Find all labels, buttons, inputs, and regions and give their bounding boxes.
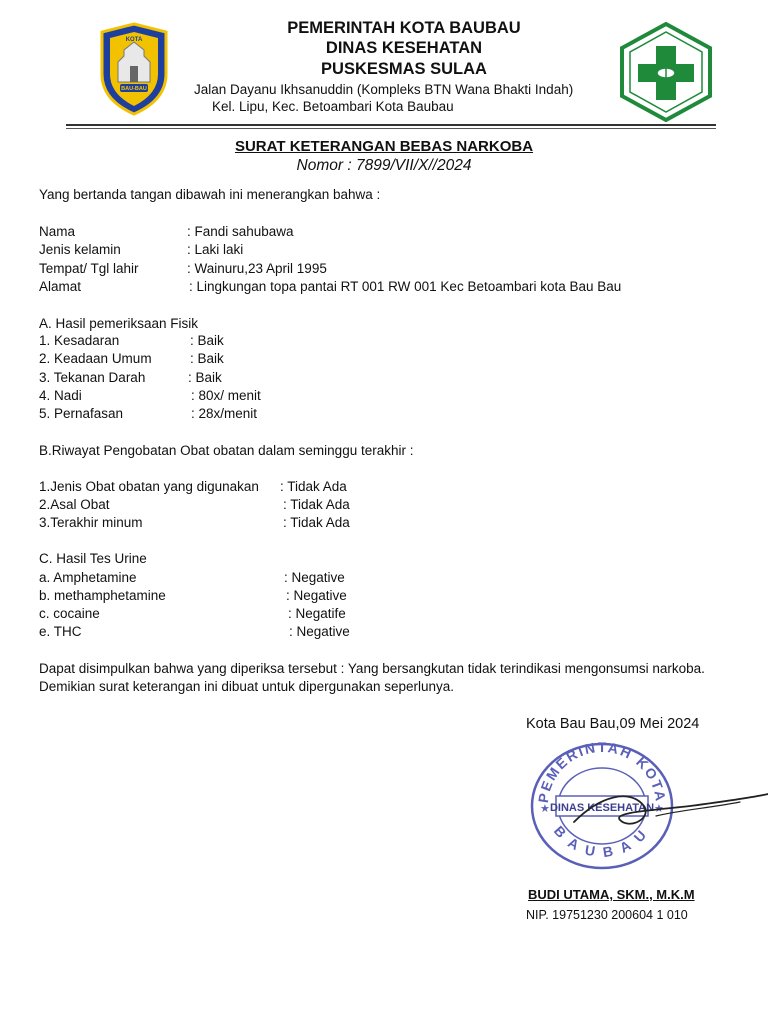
signer-nip: NIP. 19751230 200604 1 010 [526, 908, 688, 922]
section-c-label: e. THC [39, 624, 82, 639]
section-b-heading: B.Riwayat Pengobatan Obat obatan dalam seminggu terakhir : [39, 443, 414, 458]
stamp-top-text: PEMERINTAH KOTA [534, 740, 670, 804]
section-a-label: 4. Nadi [39, 388, 82, 403]
identity-label: Tempat/ Tgl lahir [39, 261, 139, 276]
closing-text: Demikian surat keterangan ini dibuat untuk dipergunakan seperlunya. [39, 679, 455, 694]
header-address-line1: Jalan Dayanu Ikhsanuddin (Kompleks BTN Wana Bhakti Indah) [194, 82, 574, 97]
section-c-value: : Negatife [288, 606, 346, 621]
header-department: DINAS KESEHATAN [325, 39, 483, 57]
identity-label: Jenis kelamin [39, 242, 121, 257]
svg-text:★: ★ [540, 802, 550, 815]
section-b-value: : Tidak Ada [283, 515, 350, 530]
section-a-label: 3. Tekanan Darah [39, 370, 146, 385]
identity-value: : Laki laki [187, 242, 244, 257]
section-a-value: : 80x/ menit [191, 388, 261, 403]
logo-top-text: KOTA [125, 37, 143, 43]
section-c-value: : Negative [286, 588, 347, 603]
handwritten-signature [560, 776, 768, 846]
identity-value: : Wainuru,23 April 1995 [187, 261, 327, 276]
section-b-label: 1.Jenis Obat obatan yang digunakan [39, 479, 259, 494]
header-divider-thin [66, 128, 716, 129]
section-c-value: : Negative [289, 624, 350, 639]
header-address-line2: Kel. Lipu, Kec. Betoambari Kota Baubau [212, 99, 454, 114]
section-b-value: : Tidak Ada [283, 497, 350, 512]
svg-text:★: ★ [654, 802, 664, 815]
identity-label: Alamat [39, 279, 82, 294]
section-c-label: a. Amphetamine [39, 570, 137, 585]
section-c-heading: C. Hasil Tes Urine [39, 551, 147, 566]
identity-label: Nama [39, 224, 76, 239]
section-a-value: : 28x/menit [191, 406, 258, 421]
conclusion-text: Dapat disimpulkan bahwa yang diperiksa tersebut : Yang bersangkutan tidak terindikasi mengonsumsi narkoba. [39, 661, 705, 676]
header-facility: PUSKESMAS SULAA [321, 60, 487, 78]
section-c-label: c. cocaine [39, 606, 100, 621]
section-b-label: 3.Terakhir minum [39, 515, 143, 530]
identity-value: : Lingkungan topa pantai RT 001 RW 001 Kec Betoambari kota Bau Bau [189, 279, 622, 294]
header-divider [66, 124, 716, 126]
document-number: Nomor : 7899/VII/X//2024 [296, 157, 472, 174]
document-title: SURAT KETERANGAN BEBAS NARKOBA [234, 138, 534, 155]
section-a-label: 5. Pernafasan [39, 406, 124, 421]
logo-bottom-text: BAU-BAU [121, 86, 147, 92]
section-a-label: 2. Keadaan Umum [39, 351, 152, 366]
section-b-value: : Tidak Ada [280, 479, 347, 494]
section-c-label: b. methamphetamine [39, 588, 166, 603]
section-b-label: 2.Asal Obat [39, 497, 110, 512]
signer-name: BUDI UTAMA, SKM., M.K.M [528, 887, 695, 902]
identity-value: : Fandi sahubawa [187, 224, 294, 239]
section-a-label: 1. Kesadaran [39, 333, 120, 348]
health-cross-logo [616, 22, 716, 122]
section-a-value: : Baik [188, 370, 222, 385]
intro-text: Yang bertanda tangan dibawah ini menerangkan bahwa : [39, 187, 381, 202]
section-c-value: : Negative [284, 570, 345, 585]
stamp-center-text: DINAS KESEHATAN [549, 802, 655, 814]
section-a-value: : Baik [190, 351, 224, 366]
place-date: Kota Bau Bau,09 Mei 2024 [526, 716, 700, 732]
header-government: PEMERINTAH KOTA BAUBAU [287, 19, 521, 37]
section-a-value: : Baik [190, 333, 224, 348]
section-a-heading: A. Hasil pemeriksaan Fisik [39, 316, 199, 331]
stamp-bottom-text: BAUBAU [550, 822, 654, 861]
